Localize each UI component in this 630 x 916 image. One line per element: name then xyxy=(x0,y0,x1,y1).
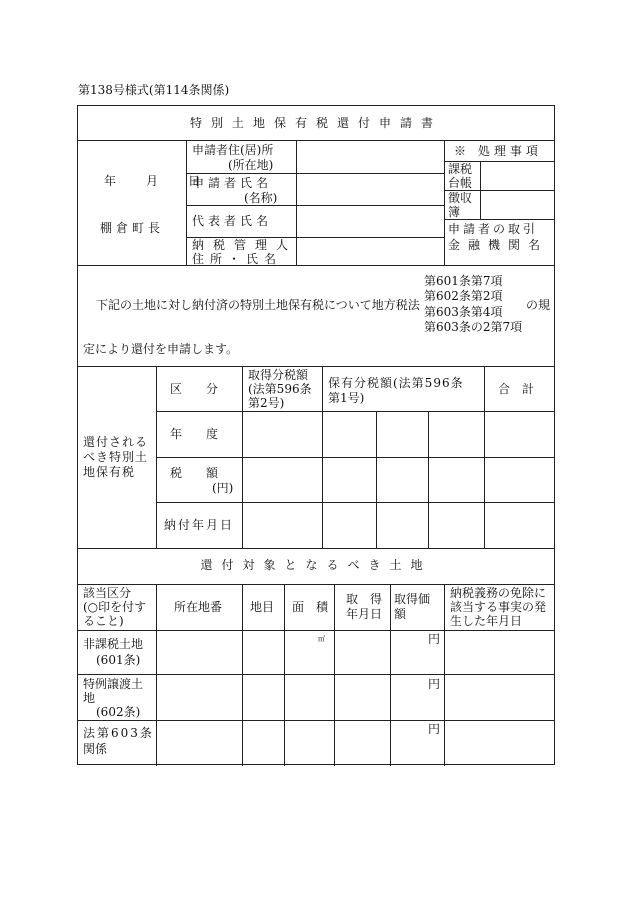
collection-label-2: 簿 xyxy=(448,205,461,219)
col-holding-2: 第1号) xyxy=(328,391,365,405)
article-602: 第602条第2項 xyxy=(424,289,503,303)
rule-land-v3 xyxy=(284,584,285,766)
rule-header-h1 xyxy=(186,173,444,174)
rule-land-header xyxy=(78,630,554,631)
col-total: 合 計 xyxy=(498,382,535,396)
rule-land-row2 xyxy=(78,720,554,721)
land-col-exemption-1: 納税義務の免除に xyxy=(450,586,547,600)
article-603: 第603条第4項 xyxy=(424,305,503,319)
ledger-label-2: 台帳 xyxy=(448,176,473,190)
land-row-603-1: 法第603条 xyxy=(83,726,154,740)
row-paid-date: 納付年月日 xyxy=(164,518,235,532)
price-unit-row1: 円 xyxy=(428,632,441,646)
land-col-category-1: 該当区分 xyxy=(83,586,132,600)
rule-land-v5 xyxy=(390,584,391,766)
article-601: 第601条第7項 xyxy=(424,274,503,288)
collection-label-1: 徴収 xyxy=(448,191,473,205)
rule-refund-bottom xyxy=(78,548,554,549)
bank-label-2: 金融機関名 xyxy=(448,238,549,252)
form-title: 特別土地保有税還付申請書 xyxy=(189,116,442,130)
tax-manager-address: 住所・氏名 xyxy=(192,252,283,266)
land-row-nontaxable-1: 非課税土地 xyxy=(83,637,144,651)
applicant-address-label: 申請者住(居)所 xyxy=(192,143,274,157)
col-division: 区 分 xyxy=(170,382,219,396)
rule-refund-v5 xyxy=(428,411,429,548)
rule-header-v3 xyxy=(444,140,445,265)
application-form xyxy=(77,105,555,765)
col-acquisition-2: (法第596条 xyxy=(248,382,312,396)
rule-land-v2 xyxy=(242,584,243,766)
land-row-nontaxable-2: (601条) xyxy=(96,653,141,667)
area-unit: ㎡ xyxy=(318,635,325,643)
rule-header-bottom xyxy=(78,265,554,266)
row-tax: 税 額 xyxy=(170,466,219,480)
rule-header-v1 xyxy=(186,140,187,265)
land-row-special-1: 特例譲渡土 xyxy=(83,677,144,691)
land-col-acquired-price-2: 額 xyxy=(394,607,407,621)
date-field: 年 月 日 xyxy=(104,174,210,188)
price-unit-row3: 円 xyxy=(428,722,441,736)
rule-proc-h3 xyxy=(444,219,554,220)
bank-label-1: 申請者の取引 xyxy=(448,222,539,236)
land-row-special-2: 地 xyxy=(83,691,96,705)
land-col-area: 面 積 xyxy=(292,600,329,614)
processing-title: ※ 処理事項 xyxy=(454,144,542,158)
land-row-603-2: 関係 xyxy=(83,742,108,756)
land-col-category-3: ること) xyxy=(83,614,124,628)
refund-row-label-2: べき特別土 xyxy=(83,450,149,464)
rule-header-h2 xyxy=(186,205,444,206)
applicant-address-sub: (所在地) xyxy=(228,158,274,172)
statement-lead: 下記の土地に対し納付済の特別土地保有税について地方税法 xyxy=(96,298,420,312)
rule-title xyxy=(78,140,554,141)
form-number: 第138号様式(第114条関係) xyxy=(78,83,230,97)
refund-row-label-1: 還付される xyxy=(83,435,149,449)
row-tax-unit: (円) xyxy=(212,481,234,495)
tax-manager-label: 納税管理人 xyxy=(192,238,298,252)
statement-line2: 定により還付を申請します。 xyxy=(83,342,239,356)
land-section-title: 還付対象となるべき土地 xyxy=(200,558,432,572)
land-col-acquired-date-1: 取 得 xyxy=(346,592,383,606)
land-col-exemption-3: 生した年月日 xyxy=(450,614,523,628)
rule-land-v4 xyxy=(334,584,335,766)
rule-refund-h3 xyxy=(156,502,554,503)
row-year: 年 度 xyxy=(170,427,219,441)
land-row-special-3: (602条) xyxy=(96,705,141,719)
land-col-exemption-2: 該当する事実の発 xyxy=(450,600,547,614)
col-acquisition-3: 第2号) xyxy=(248,396,285,410)
col-acquisition-1: 取得分税額 xyxy=(248,368,309,382)
land-col-land-type: 地目 xyxy=(250,600,275,614)
rule-refund-v4 xyxy=(376,411,377,548)
rule-land-row1 xyxy=(78,674,554,675)
rule-land-v1 xyxy=(156,584,157,766)
col-holding-1: 保有分税額(法第596条 xyxy=(328,376,464,390)
applicant-name-label: 申請者氏名 xyxy=(192,176,273,190)
rule-refund-h2 xyxy=(156,457,554,458)
article-603-2: 第603条の2第7項 xyxy=(424,320,523,334)
statement-tail: の規 xyxy=(526,298,551,312)
ledger-label-1: 課税 xyxy=(448,162,473,176)
refund-row-label-3: 地保有税 xyxy=(83,465,136,479)
addressee-mayor: 棚倉町長 xyxy=(100,221,165,235)
price-unit-row2: 円 xyxy=(428,677,441,691)
land-col-acquired-date-2: 年月日 xyxy=(346,607,383,621)
land-col-location: 所在地番 xyxy=(174,600,223,614)
rule-land-title xyxy=(78,584,554,585)
applicant-name-sub: (名称) xyxy=(244,191,278,205)
rule-statement-bottom xyxy=(78,366,554,367)
rule-refund-h1 xyxy=(156,411,554,412)
representative-label: 代表者氏名 xyxy=(192,214,273,228)
rule-land-v6 xyxy=(444,584,445,766)
land-col-acquired-price-1: 取得価 xyxy=(394,592,431,606)
land-col-category-2: (○印を付す xyxy=(83,600,147,614)
